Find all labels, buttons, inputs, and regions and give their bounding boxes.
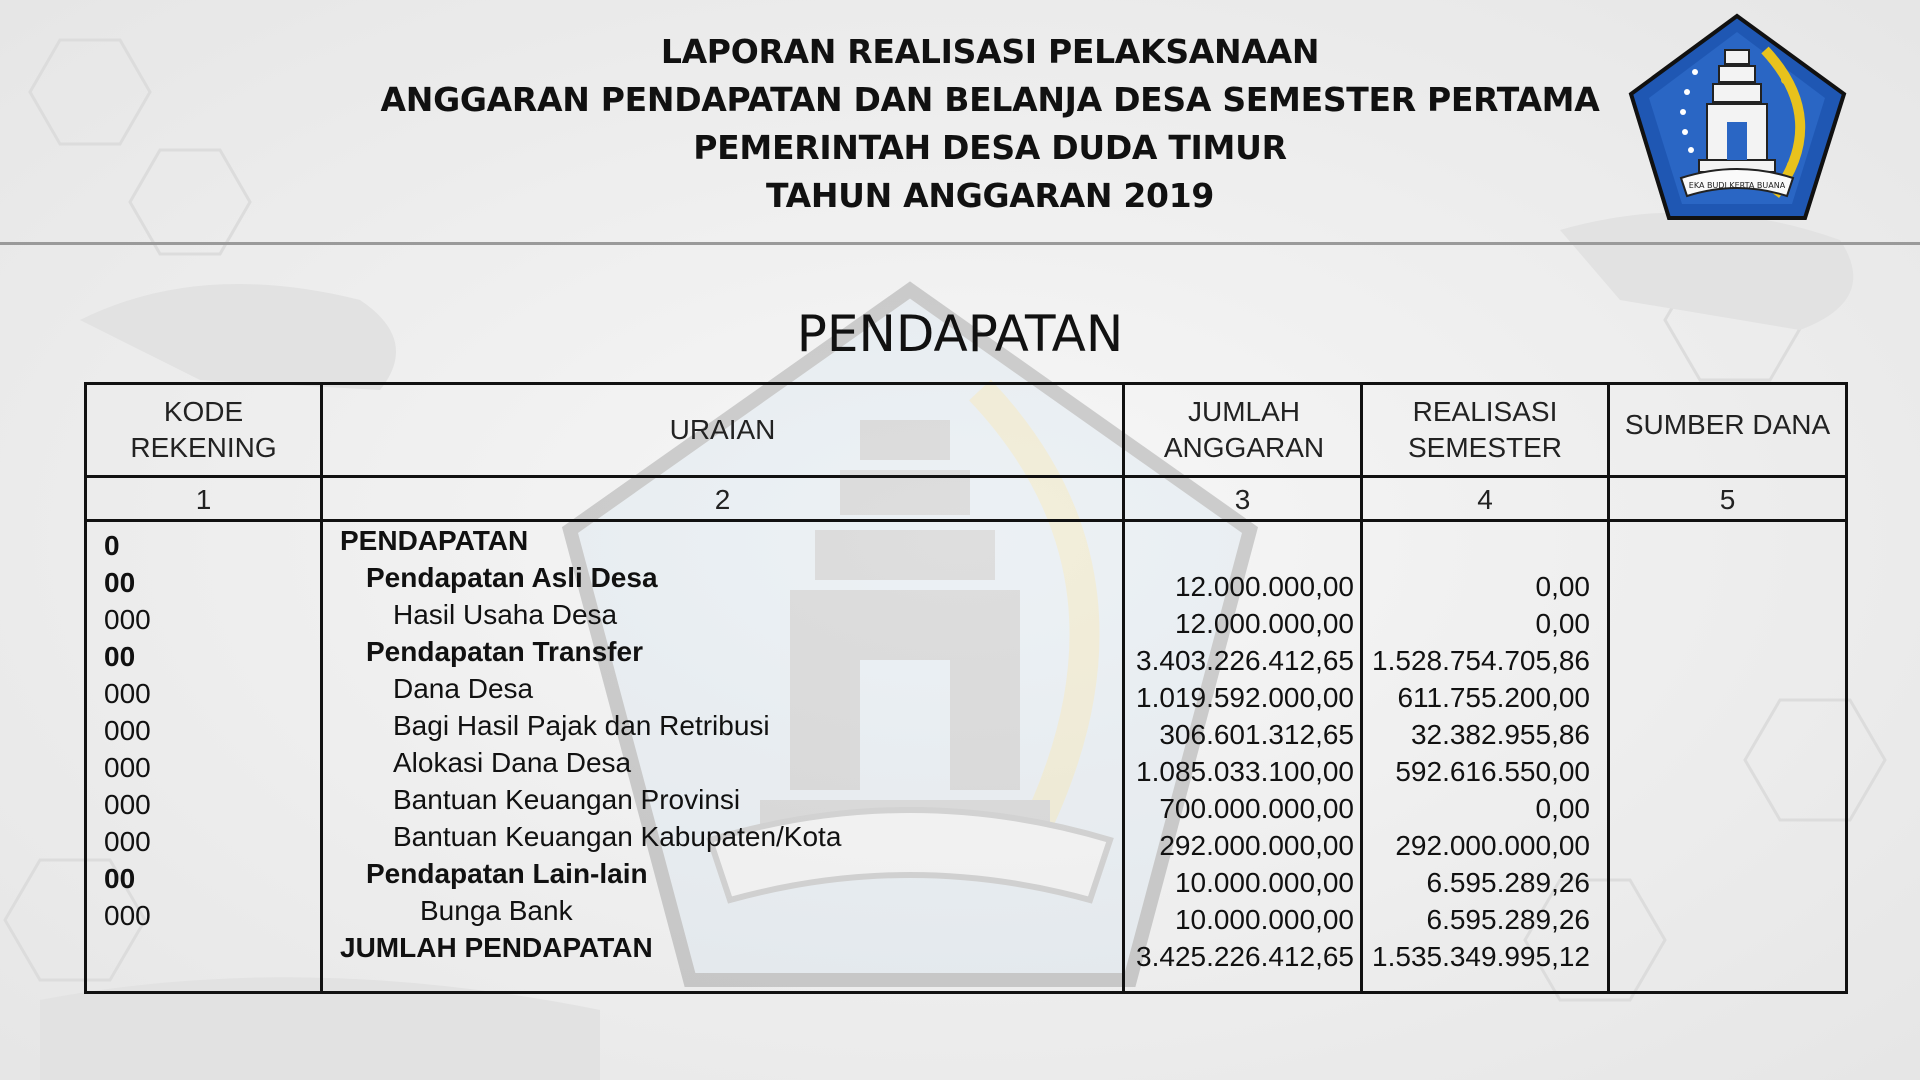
section-title: PENDAPATAN [796, 305, 1124, 363]
row-code: 0 [104, 530, 120, 561]
col-header-uraian: URAIAN [669, 414, 776, 445]
col-number-4: 4 [1477, 484, 1493, 515]
total-label: JUMLAH PENDAPATAN [340, 932, 653, 963]
row-anggaran: 1.019.592.000,00 [1136, 682, 1354, 713]
row-realisasi: 611.755.200,00 [1397, 682, 1590, 713]
row-code: 000 [104, 678, 151, 709]
row-description: Bagi Hasil Pajak dan Retribusi [393, 710, 770, 741]
row-code: 000 [104, 604, 151, 635]
row-realisasi: 6.595.289,26 [1426, 904, 1590, 935]
row-code: 000 [104, 789, 151, 820]
col-header-realisasi-semester: REALISASI SEMESTER [1407, 396, 1563, 463]
row-anggaran: 10.000.000,00 [1174, 867, 1354, 898]
total-realisasi: 1.535.349.995,12 [1372, 941, 1590, 972]
title-line-4: TAHUN ANGGARAN 2019 [765, 176, 1215, 215]
col-number-5: 5 [1719, 484, 1736, 515]
col-number-3: 3 [1234, 484, 1251, 515]
row-description: Alokasi Dana Desa [393, 747, 632, 778]
row-description: Pendapatan Lain-lain [366, 858, 648, 889]
row-description: Hasil Usaha Desa [393, 599, 618, 630]
row-description: Bunga Bank [420, 895, 573, 926]
col-number-1: 1 [195, 484, 212, 515]
row-anggaran: 1.085.033.100,00 [1136, 756, 1354, 787]
col-number-2: 2 [714, 484, 731, 515]
row-anggaran: 292.000.000,00 [1159, 830, 1354, 861]
row-anggaran: 12.000.000,00 [1174, 608, 1354, 639]
row-anggaran: 12.000.000,00 [1174, 571, 1354, 602]
row-realisasi: 0,00 [1535, 571, 1590, 602]
column-divider [1607, 382, 1610, 994]
report-title [340, 28, 1640, 220]
row-code: 000 [104, 826, 151, 857]
column-divider [1360, 382, 1363, 994]
row-code: 000 [104, 900, 151, 931]
row-realisasi: 1.528.754.705,86 [1372, 645, 1590, 676]
row-description: PENDAPATAN [340, 525, 529, 556]
row-realisasi: 6.595.289,26 [1426, 867, 1590, 898]
row-description: Bantuan Keuangan Kabupaten/Kota [393, 821, 842, 852]
row-anggaran: 306.601.312,65 [1159, 719, 1354, 750]
row-code: 00 [104, 863, 136, 894]
row-description: Pendapatan Transfer [366, 636, 643, 667]
report-header [0, 0, 1920, 244]
row-code: 00 [104, 641, 136, 672]
row-realisasi: 592.616.550,00 [1395, 756, 1590, 787]
row-anggaran: 3.403.226.412,65 [1136, 645, 1354, 676]
row-code: 00 [104, 567, 136, 598]
header-divider [0, 242, 1920, 245]
row-realisasi: 292.000.000,00 [1395, 830, 1590, 861]
column-divider [1122, 382, 1125, 994]
row-code: 000 [104, 752, 151, 783]
row-realisasi: 0,00 [1535, 608, 1590, 639]
col-header-sumber-dana: SUMBER DANA [1624, 409, 1831, 440]
title-line-1: LAPORAN REALISASI PELAKSANAAN [660, 32, 1320, 71]
row-anggaran: 700.000.000,00 [1159, 793, 1354, 824]
row-realisasi: 32.382.955,86 [1410, 719, 1590, 750]
row-anggaran: 10.000.000,00 [1174, 904, 1354, 935]
row-description: Dana Desa [393, 673, 534, 704]
title-line-2: ANGGARAN PENDAPATAN DAN BELANJA DESA SEMESTER PERTAMA [380, 80, 1600, 119]
col-header-jumlah-anggaran: JUMLAH ANGGARAN [1163, 396, 1325, 463]
regency-logo [1625, 10, 1850, 225]
row-description: Bantuan Keuangan Provinsi [393, 784, 741, 815]
title-line-3: PEMERINTAH DESA DUDA TIMUR [693, 128, 1287, 167]
logo-motto: EKA BUDI KERTA BUANA [1688, 181, 1786, 190]
total-anggaran: 3.425.226.412,65 [1136, 941, 1354, 972]
row-code: 000 [104, 715, 151, 746]
row-realisasi: 0,00 [1535, 793, 1590, 824]
row-description: Pendapatan Asli Desa [366, 562, 658, 593]
col-header-kode-rekening: KODE REKENING [130, 396, 277, 463]
